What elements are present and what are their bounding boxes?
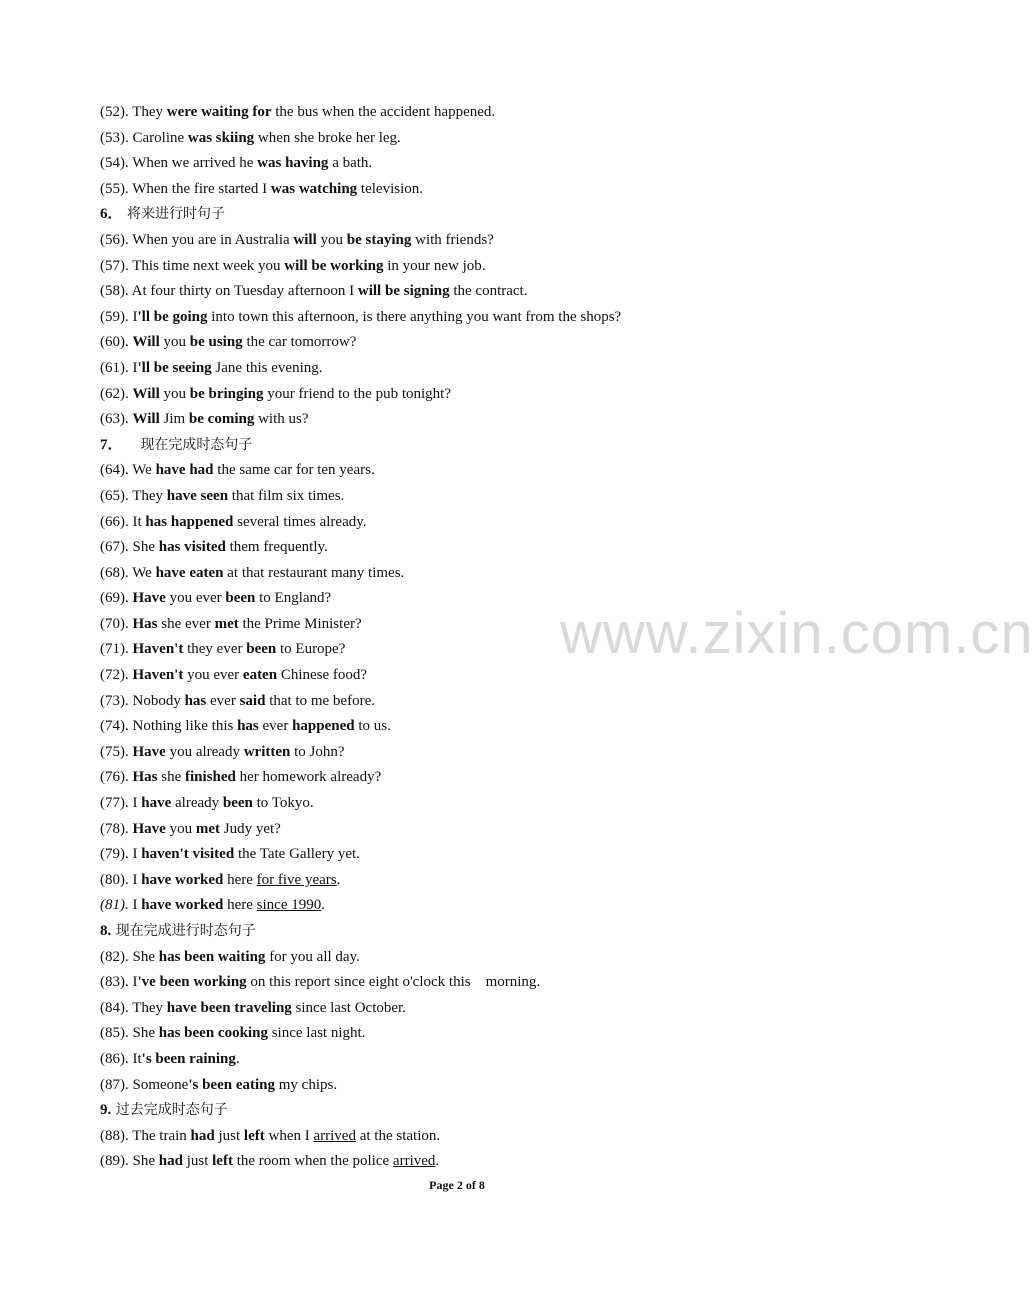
sentence-text: (87). Someone <box>100 1076 189 1093</box>
sentence-text: to Europe? <box>276 641 346 658</box>
verb-phrase: had <box>190 1127 215 1144</box>
verb-phrase: left <box>243 1127 265 1144</box>
example-sentence <box>100 305 860 331</box>
sentence-text: the bus when the accident happened. <box>271 104 496 120</box>
sentence-text: they ever <box>183 641 247 658</box>
verb-phrase: has happened <box>145 513 234 530</box>
sentence-text: (64). We <box>100 462 156 479</box>
sentence-text: (74). Nothing like this <box>100 718 238 735</box>
verb-phrase: written <box>243 743 291 760</box>
sentence-text: a bath. <box>328 155 373 172</box>
sentence-text: the car tomorrow? <box>242 334 357 351</box>
verb-phrase: Has <box>132 769 158 786</box>
sentence-text: since last October. <box>291 999 406 1016</box>
verb-phrase: been <box>225 590 256 607</box>
sentence-text: (59). I <box>100 308 138 325</box>
example-sentence <box>100 740 860 766</box>
sentence-text: at the station. <box>355 1127 441 1144</box>
sentence-text: . <box>235 1050 240 1067</box>
sentence-text: (67). She <box>100 539 159 556</box>
sentence-text: (65). They <box>100 487 167 504</box>
sentence-text: (86). It <box>100 1050 142 1067</box>
verb-phrase: said <box>239 692 266 709</box>
verb-phrase: has visited <box>158 539 226 556</box>
sentence-text: to England? <box>255 590 332 607</box>
sentence-text: here <box>223 871 257 888</box>
sentence-text: to John? <box>290 743 345 760</box>
section-label: 现在完成进行时态句子 <box>115 923 256 939</box>
verb-phrase: happened <box>292 718 355 735</box>
underlined-phrase: for five years <box>256 871 337 888</box>
example-sentence <box>100 126 860 152</box>
sentence-text: to us. <box>354 718 391 735</box>
sentence-text: with friends? <box>411 231 494 248</box>
verb-phrase: left <box>212 1153 233 1170</box>
verb-phrase: 's been raining <box>141 1050 236 1067</box>
example-sentence <box>100 663 860 689</box>
sentence-text: (52). They <box>100 104 167 120</box>
example-sentence <box>100 407 860 433</box>
verb-phrase: have worked <box>141 897 224 914</box>
verb-phrase: was skiing <box>187 129 255 146</box>
sentence-list <box>100 100 860 1175</box>
sentence-text: your friend to the pub tonight? <box>263 385 451 402</box>
example-sentence <box>100 612 860 638</box>
verb-phrase: been <box>246 641 277 658</box>
sentence-text: you <box>159 385 190 402</box>
verb-phrase: Will <box>132 334 160 351</box>
verb-phrase: be staying <box>346 231 412 248</box>
sentence-text: (56). When you are in Australia <box>100 231 294 248</box>
page-number: Page 2 of 8 <box>429 1178 485 1192</box>
verb-phrase: met <box>214 615 239 632</box>
verb-phrase: Have <box>132 820 166 837</box>
example-sentence <box>100 458 860 484</box>
verb-phrase: Haven't <box>132 667 184 684</box>
example-sentence <box>100 637 860 663</box>
page-footer <box>0 1178 920 1193</box>
section-heading <box>100 919 860 945</box>
verb-phrase: 'll be seeing <box>137 359 212 376</box>
sentence-text: (85). She <box>100 1025 159 1042</box>
verb-phrase: eaten <box>242 667 278 684</box>
sentence-text: she ever <box>157 615 215 632</box>
example-sentence <box>100 842 860 868</box>
sentence-text: when I <box>264 1127 314 1144</box>
sentence-text: my chips. <box>275 1076 338 1093</box>
sentence-text: (79). I <box>100 846 142 863</box>
sentence-text: for you all day. <box>265 948 360 965</box>
sentence-text: when she broke her leg. <box>254 129 401 146</box>
verb-phrase: will be signing <box>357 283 450 300</box>
sentence-text: (73). Nobody <box>100 692 185 709</box>
section-number: 7． <box>100 436 123 453</box>
sentence-text: (62). <box>100 385 133 402</box>
example-sentence <box>100 484 860 510</box>
sentence-text: Jane this evening. <box>211 359 323 376</box>
sentence-text: (72). <box>100 667 133 684</box>
sentence-text: the same car for ten years. <box>213 462 375 479</box>
example-sentence <box>100 996 860 1022</box>
sentence-text: into town this afternoon, is there anything you want from the shops? <box>207 308 622 325</box>
verb-phrase: be coming <box>188 411 255 428</box>
sentence-text: ever <box>206 692 240 709</box>
sentence-text: you <box>316 231 347 248</box>
section-label: 现在完成时态句子 <box>140 436 253 453</box>
example-sentence <box>100 714 860 740</box>
sentence-text: (60). <box>100 334 133 351</box>
section-heading <box>100 433 860 459</box>
example-sentence <box>100 254 860 280</box>
sentence-text: several times already. <box>233 513 367 530</box>
verb-phrase: has <box>184 692 207 709</box>
sentence-text: to Tokyo. <box>252 795 314 812</box>
sentence-text: since last night. <box>267 1025 366 1042</box>
verb-phrase: 've been working <box>137 974 247 991</box>
example-sentence <box>100 868 860 894</box>
sentence-text: (83). I <box>100 974 138 991</box>
section-number: 9. <box>100 1102 112 1119</box>
sentence-text: the Tate Gallery yet. <box>234 846 360 863</box>
verb-phrase: Haven't <box>132 641 184 658</box>
verb-phrase: 's been eating <box>188 1076 275 1093</box>
verb-phrase: was having <box>257 155 329 172</box>
sentence-text: (89). She <box>100 1153 159 1170</box>
example-sentence <box>100 356 860 382</box>
verb-phrase: will be working <box>284 257 384 274</box>
verb-phrase: were waiting for <box>166 104 272 120</box>
sentence-text: you ever <box>183 667 243 684</box>
sentence-text: with us? <box>254 411 309 428</box>
sentence-text: them frequently. <box>225 539 328 556</box>
sentence-text: the room when the police <box>232 1153 393 1170</box>
sentence-text: (63). <box>100 411 133 428</box>
verb-phrase: been <box>222 795 253 812</box>
verb-phrase: had <box>158 1153 183 1170</box>
sentence-text: Chinese food? <box>277 667 368 684</box>
sentence-text: (88). The train <box>100 1127 191 1144</box>
sentence-text: (84). They <box>100 999 167 1016</box>
sentence-text: on this report since eight o'clock this morning. <box>246 974 541 991</box>
example-sentence <box>100 177 860 203</box>
verb-phrase: have <box>141 795 172 812</box>
verb-phrase: 'll be going <box>137 308 208 325</box>
section-label: 过去完成时态句子 <box>115 1102 228 1119</box>
verb-phrase: has <box>237 718 259 735</box>
verb-phrase: have been traveling <box>166 999 292 1016</box>
example-sentence <box>100 510 860 536</box>
verb-phrase: have eaten <box>155 564 224 581</box>
sentence-text: you <box>159 334 190 351</box>
verb-phrase: Have <box>132 590 166 607</box>
verb-phrase: was watching <box>270 180 358 197</box>
example-sentence <box>100 382 860 408</box>
sentence-text: already <box>171 795 223 812</box>
sentence-text: (57). This time next week you <box>100 257 285 274</box>
verb-phrase: have worked <box>141 871 224 888</box>
sentence-text: (80). I <box>100 871 142 888</box>
sentence-text: at that restaurant many times. <box>223 564 405 581</box>
sentence-text: (58). At four thirty on Tuesday afternoon I <box>100 283 358 300</box>
example-sentence <box>100 791 860 817</box>
example-sentence <box>100 1149 860 1175</box>
sentence-text: in your new job. <box>383 257 486 274</box>
section-number: 6． <box>100 206 123 223</box>
example-sentence <box>100 893 860 919</box>
example-sentence <box>100 561 860 587</box>
sentence-text: (78). <box>100 820 133 837</box>
verb-phrase: Will <box>132 385 160 402</box>
example-sentence <box>100 330 860 356</box>
sentence-text: (76). <box>100 769 133 786</box>
sentence-text: (70). <box>100 615 133 632</box>
sentence-text: her homework already? <box>235 769 382 786</box>
verb-phrase: be using <box>189 334 243 351</box>
sentence-text: you already <box>165 743 244 760</box>
sentence-text: she <box>157 769 186 786</box>
sentence-text: (75). <box>100 743 133 760</box>
sentence-text: . <box>321 897 325 914</box>
example-sentence <box>100 970 860 996</box>
sentence-text: . <box>435 1153 440 1170</box>
sentence-text: television. <box>357 180 423 197</box>
example-sentence <box>100 1124 860 1150</box>
example-sentence <box>100 535 860 561</box>
sentence-text: here <box>223 897 257 914</box>
sentence-text: ever <box>258 718 293 735</box>
verb-phrase: haven't visited <box>141 846 235 863</box>
sentence-text: you ever <box>165 590 226 607</box>
underlined-phrase: arrived <box>392 1153 436 1170</box>
sentence-text: just <box>182 1153 213 1170</box>
sentence-text: just <box>214 1127 244 1144</box>
verb-phrase: will <box>293 231 317 248</box>
example-sentence <box>100 1021 860 1047</box>
watermark: www.zixin.com.cn <box>560 601 1034 666</box>
sentence-text: the Prime Minister? <box>238 615 362 632</box>
verb-phrase: have seen <box>166 487 229 504</box>
example-sentence <box>100 151 860 177</box>
verb-phrase: has been waiting <box>158 948 266 965</box>
section-label: 将来进行时句子 <box>126 206 225 223</box>
sentence-text: (68). We <box>100 564 156 581</box>
example-sentence <box>100 945 860 971</box>
example-sentence <box>100 228 860 254</box>
example-sentence <box>100 100 860 126</box>
sentence-text: Judy yet? <box>219 820 281 837</box>
example-sentence <box>100 1073 860 1099</box>
verb-phrase: finished <box>185 769 236 786</box>
verb-phrase: has been cooking <box>158 1025 268 1042</box>
section-number: 8. <box>100 923 112 939</box>
sentence-text: the contract. <box>449 283 528 300</box>
verb-phrase: Has <box>132 615 158 632</box>
sentence-text: . <box>336 871 341 888</box>
sentence-text: (61). I <box>100 359 138 376</box>
sentence-text: that film six times. <box>228 487 345 504</box>
sentence-text: (66). It <box>100 513 146 530</box>
underlined-phrase: arrived <box>313 1127 356 1144</box>
verb-phrase: have had <box>155 462 214 479</box>
sentence-text: Jim <box>159 411 189 428</box>
verb-phrase: be bringing <box>189 385 264 402</box>
sentence-text: (55). When the fire started I <box>100 180 271 197</box>
sentence-text: (54). When we arrived he <box>100 155 258 172</box>
section-heading <box>100 202 860 228</box>
sentence-text: (77). I <box>100 795 142 812</box>
example-sentence <box>100 817 860 843</box>
sentence-text: that to me before. <box>265 692 375 709</box>
example-sentence <box>100 586 860 612</box>
section-heading <box>100 1098 860 1124</box>
verb-phrase: Will <box>132 411 160 428</box>
sentence-text: (82). She <box>100 948 159 965</box>
example-sentence <box>100 279 860 305</box>
sentence-text: (71). <box>100 641 133 658</box>
verb-phrase: met <box>195 820 220 837</box>
sentence-text: (81). <box>100 897 129 914</box>
sentence-text: (69). <box>100 590 133 607</box>
example-sentence <box>100 1047 860 1073</box>
example-sentence <box>100 765 860 791</box>
verb-phrase: Have <box>132 743 166 760</box>
sentence-text: (53). Caroline <box>100 129 188 146</box>
sentence-text: you <box>165 820 196 837</box>
sentence-text: I <box>128 897 142 914</box>
underlined-phrase: since 1990 <box>256 897 322 914</box>
example-sentence <box>100 689 860 715</box>
